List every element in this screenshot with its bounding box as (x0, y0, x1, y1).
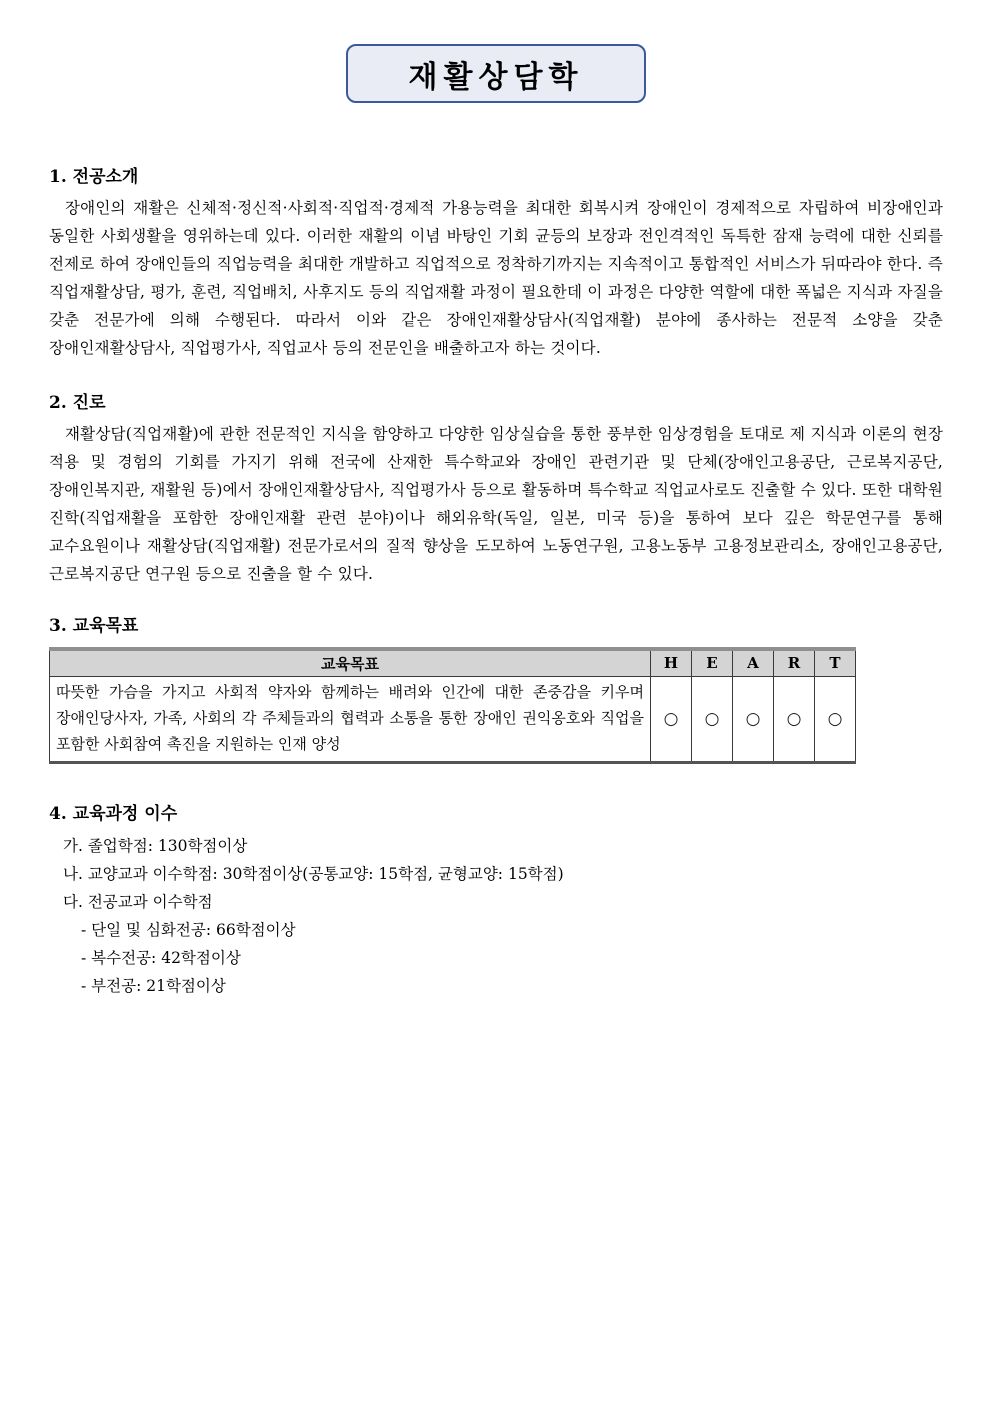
table-header-goal: 교육목표 (50, 649, 651, 676)
table-header-r: R (774, 649, 815, 676)
section-2-heading: 2. 진로 (49, 393, 106, 413)
section-1-body: 장애인의 재활은 신체적·정신적·사회적·직업적·경제적 가용능력을 최대한 회복시켜 장애인이 경제적으로 자립하여 비장애인과 동일한 사회생활을 영위하는데 있다. 이러한 재활의 이념 바탕인 기회 균등의 보장과 전인격적인 독특한 잠재 능력에 대한 신뢰를 전제로 하여 장애인들의 직업능력을 최대한 개발하고 직업적으로 정착하기까지는 지속적이고 통합적인 서비스가 뒤따라야 한다. 즉 직업재활상담, 평가, 훈련, 직업배치, 사후지도 등의 직업재활 과정이 필요한데 이 과정은 다양한 역할에 대한 폭넓은 지식과 자질을 갖춘 전문가에 의해 수행된다. 따라서 이와 같은 장애인재활상담사(직업재활) 분야에 종사하는 전문적 소양을 갖춘 장애인재활상담사, 직업평가사, 직업교사 등의 전문인을 배출하고자 하는 것이다. (49, 199, 943, 357)
list-item-double-major: - 복수전공: 42학점이상 (81, 948, 241, 967)
education-goals-table (49, 647, 856, 764)
list-item-minor: - 부전공: 21학점이상 (81, 976, 226, 995)
document-page (0, 44, 992, 1403)
table-header-row (50, 649, 856, 676)
section-1-heading: 1. 전공소개 (49, 167, 139, 187)
title-box (346, 44, 646, 103)
mark-cell-e: ○ (692, 676, 733, 762)
section-2-body: 재활상담(직업재활)에 관한 전문적인 지식을 함양하고 다양한 임상실습을 통한 풍부한 임상경험을 토대로 제 지식과 이론의 현장 적용 및 경험의 기회를 가지기 위해 전국에 산재한 특수학교와 장애인 관련기관 및 단체(장애인고용공단, 근로복지공단, 장애인복지관, 재활원 등)에서 장애인재활상담사, 직업평가사 등으로 활동하며 특수학교 직업교사로도 진출할 수 있다. 또한 대학원 진학(직업재활을 포함한 장애인재활 관련 분야)이나 해외유학(독일, 일본, 미국 등)을 통하여 보다 깊은 학문연구를 통해 교수요원이나 재활상담(직업재활) 전문가로서의 질적 향상을 도모하여 노동연구원, 고용노동부 고용정보관리소, 장애인고용공단, 근로복지공단 연구원 등으로 진출을 할 수 있다. (49, 425, 943, 583)
table-header-t: T (815, 649, 856, 676)
list-item-graduation-credits: 가. 졸업학점: 130학점이상 (63, 836, 248, 855)
mark-cell-t: ○ (815, 676, 856, 762)
goal-objective-cell: 따뜻한 가슴을 가지고 사회적 약자와 함께하는 배려와 인간에 대한 존중감을 키우며 장애인당사자, 가족, 사회의 각 주체들과의 협력과 소통을 통한 장애인 권익옹호와 직업을 포함한 사회참여 촉진을 지원하는 인재 양성 (50, 676, 651, 762)
mark-cell-a: ○ (733, 676, 774, 762)
mark-cell-h: ○ (651, 676, 692, 762)
mark-cell-r: ○ (774, 676, 815, 762)
page-title: 재활상담학 (408, 59, 584, 95)
table-row (50, 676, 856, 762)
table-header-h: H (651, 649, 692, 676)
list-item-single-intensive-major: - 단일 및 심화전공: 66학점이상 (81, 920, 296, 939)
curriculum-list (49, 832, 943, 1000)
table-header-e: E (692, 649, 733, 676)
section-3-heading: 3. 교육목표 (49, 616, 139, 636)
section-4-heading: 4. 교육과정 이수 (49, 803, 178, 824)
list-item-major-credits: 다. 전공교과 이수학점 (63, 892, 213, 911)
list-item-liberal-arts-credits: 나. 교양교과 이수학점: 30학점이상(공통교양: 15학점, 균형교양: 15학점) (63, 864, 564, 883)
table-header-a: A (733, 649, 774, 676)
